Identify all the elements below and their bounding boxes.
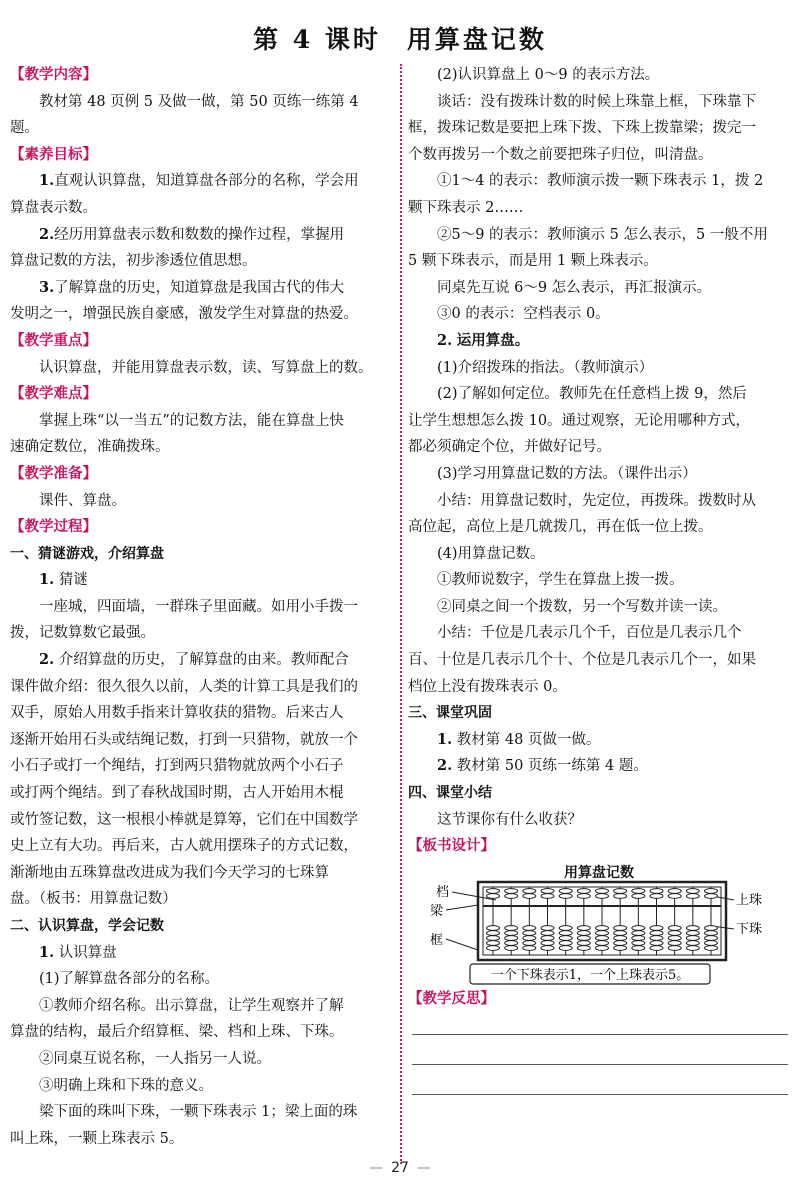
paragraph-line: 同桌先互说 6～9 怎么表示，再汇报演示。 — [437, 279, 712, 296]
lower-bead — [541, 930, 554, 935]
paragraph-line: 拨，记数算数它最强。 — [10, 625, 155, 642]
lower-bead — [668, 925, 681, 930]
lower-bead — [577, 925, 590, 930]
paragraph-line: ②同桌之间一个拨数，另一个写数并读一读。 — [437, 598, 727, 615]
goal-number: 2. — [39, 225, 55, 243]
lower-bead — [614, 930, 627, 935]
writing-line — [412, 1094, 788, 1095]
paragraph-line: 档位上没有拨珠表示 0。 — [408, 678, 567, 695]
lower-bead — [614, 935, 627, 940]
paragraph-line: 一座城，四面墙，一群珠子里面藏。如用小手拨一 — [39, 598, 358, 615]
process-heading-4: 四、课堂小结 — [408, 785, 492, 802]
lower-bead — [523, 925, 536, 930]
lower-bead — [650, 935, 663, 940]
lower-bead — [705, 930, 718, 935]
lesson-title — [0, 20, 800, 56]
step-text: 运用算盘。 — [456, 331, 530, 349]
process-heading-1: 一、猜谜游戏，介绍算盘 — [10, 545, 164, 562]
lower-bead — [559, 925, 572, 930]
paragraph-line: (1)了解算盘各部分的名称。 — [39, 971, 220, 988]
lower-bead — [632, 925, 645, 930]
lower-bead — [487, 940, 500, 945]
lower-bead — [541, 940, 554, 945]
paragraph-line: (3)学习用算盘记数的方法。（课件出示） — [437, 465, 697, 482]
step-1 — [10, 940, 392, 967]
step-text: 猜谜 — [58, 572, 88, 589]
paragraph-line: ①教师介绍名称。出示算盘，让学生观察并了解 — [39, 997, 344, 1014]
paragraph-line: 5 颗下珠表示，而是用 1 颗上珠表示。 — [408, 253, 658, 270]
upper-bead — [523, 893, 536, 898]
paragraph-line: 史上立有大功。再后来，古人就用摆珠子的方式记数， — [10, 838, 358, 855]
lower-bead — [487, 925, 500, 930]
paragraph-line: 都必须确定个位，并做好记号。 — [408, 439, 611, 456]
lower-bead — [686, 945, 699, 950]
lower-bead — [523, 930, 536, 935]
section-preparation: 【教学准备】 — [10, 464, 97, 482]
goal-2 — [10, 222, 392, 249]
abacus-diagram — [408, 860, 790, 986]
upper-bead — [705, 893, 718, 898]
board-caption: 一个下珠表示1，一个上珠表示5。 — [490, 967, 690, 983]
paragraph-line: 百、十位是几表示几个十、个位是几表示几个一，如果 — [408, 652, 756, 669]
upper-bead — [614, 893, 627, 898]
upper-bead — [650, 893, 663, 898]
page-number: — 27 — — [369, 1160, 431, 1176]
lower-bead — [541, 945, 554, 950]
upper-bead — [614, 888, 627, 893]
goal-number: 1. — [39, 172, 55, 190]
lower-bead — [559, 930, 572, 935]
board-title: 用算盘记数 — [564, 864, 634, 881]
goal-number: 3. — [39, 278, 55, 296]
lower-bead — [577, 930, 590, 935]
upper-bead — [686, 893, 699, 898]
paragraph-line: 小结：千位是几表示几个千，百位是几表示几个 — [437, 625, 742, 642]
step-number: 1. — [437, 730, 453, 748]
paragraph-line: 或竹签记数，这一根根小棒就是算筹，它们在中国数学 — [10, 811, 358, 828]
lower-bead — [559, 945, 572, 950]
upper-bead — [505, 893, 518, 898]
process-heading-3: 三、课堂巩固 — [408, 705, 492, 722]
lower-bead — [577, 940, 590, 945]
section-key-points: 【教学重点】 — [10, 331, 97, 349]
paragraph-line: 小石子或打一个绳结，打到两只猎物就放两个小石子 — [10, 758, 344, 775]
lower-bead — [487, 935, 500, 940]
writing-line — [412, 1034, 788, 1035]
lower-bead — [596, 925, 609, 930]
paragraph-line: ③明确上珠和下珠的意义。 — [39, 1077, 213, 1094]
pointer-line — [446, 905, 478, 910]
lower-bead — [614, 925, 627, 930]
lower-bead — [596, 935, 609, 940]
upper-bead — [577, 893, 590, 898]
right-column — [408, 62, 790, 1122]
step-1 — [408, 727, 790, 754]
lower-bead — [650, 940, 663, 945]
lower-bead — [505, 930, 518, 935]
paragraph-line: 算盘的结构，最后介绍算框、梁、档和上珠、下珠。 — [10, 1024, 344, 1041]
paragraph-line: 渐渐地由五珠算盘改进成为我们今天学习的七珠算 — [10, 864, 329, 881]
section-process: 【教学过程】 — [10, 518, 97, 536]
lower-bead — [541, 925, 554, 930]
paragraph-line: 算盘记数的方法，初步渗透位值思想。 — [10, 253, 257, 270]
lower-bead — [650, 925, 663, 930]
step-text: 介绍算盘的历史，了解算盘的由来。教师配合 — [58, 652, 349, 669]
lower-bead — [577, 945, 590, 950]
paragraph-line: 让学生想想怎么拨 10。通过观察，无论用哪种方式， — [408, 412, 751, 429]
label-shangzhu: 上珠 — [736, 892, 763, 908]
paragraph-line: 盘。（板书：用算盘记数） — [10, 891, 177, 908]
lower-bead — [686, 930, 699, 935]
step-number: 2. — [39, 651, 55, 669]
reflection-writing-lines — [408, 1012, 790, 1122]
lower-bead — [668, 930, 681, 935]
paragraph-line: 速确定数位，准确拨珠。 — [10, 439, 170, 456]
upper-bead — [686, 888, 699, 893]
label-dang: 档 — [436, 884, 450, 900]
paragraph-line: 这节课你有什么收获？ — [437, 811, 582, 828]
lower-bead — [686, 925, 699, 930]
lower-bead — [505, 925, 518, 930]
section-reflection: 【教学反思】 — [408, 989, 495, 1007]
section-teaching-content: 【教学内容】 — [10, 66, 97, 83]
lower-bead — [596, 940, 609, 945]
upper-bead — [668, 893, 681, 898]
lower-bead — [668, 945, 681, 950]
lower-bead — [632, 940, 645, 945]
lower-bead — [686, 940, 699, 945]
section-board-design: 【板书设计】 — [408, 837, 495, 855]
lower-bead — [577, 935, 590, 940]
paragraph-line: 教材第 48 页例 5 及做一做，第 50 页练一练第 4 — [39, 93, 359, 110]
lesson-number: 第 4 课时 — [253, 25, 381, 54]
lower-bead — [705, 935, 718, 940]
goal-3 — [10, 275, 392, 302]
paragraph-line: (2)了解如何定位。教师先在任意档上拨 9，然后 — [437, 386, 747, 403]
lower-bead — [650, 945, 663, 950]
abacus-rods — [487, 887, 718, 955]
lower-bead — [523, 935, 536, 940]
step-text: 教材第 48 页做一做。 — [456, 731, 601, 748]
goal-text: 了解算盘的历史，知道算盘是我国古代的伟大 — [54, 279, 345, 296]
paragraph-line: 小结：用算盘记数时，先定位，再拨珠。拨数时从 — [437, 492, 756, 509]
lower-bead — [614, 940, 627, 945]
left-column — [10, 62, 392, 1152]
column-divider — [400, 64, 402, 1164]
upper-bead — [596, 893, 609, 898]
upper-bead — [487, 893, 500, 898]
paragraph-line: ②5～9 的表示：教师演示 5 怎么表示，5 一般不用 — [437, 226, 768, 243]
paragraph-line: 框，拨珠记数是要把上珠下拨、下珠上拨靠梁；拨完一 — [408, 120, 756, 137]
upper-bead — [650, 888, 663, 893]
lower-bead — [523, 940, 536, 945]
paragraph-line: 认识算盘，并能用算盘表示数，读、写算盘上的数。 — [39, 359, 373, 376]
label-kuang: 框 — [430, 932, 444, 948]
upper-bead — [559, 888, 572, 893]
section-difficulties: 【教学难点】 — [10, 385, 97, 403]
upper-bead — [559, 893, 572, 898]
paragraph-line: 个数再拨另一个数之前要把珠子归位，叫清盘。 — [408, 146, 713, 163]
goal-1 — [10, 168, 392, 195]
lower-bead — [705, 925, 718, 930]
lower-bead — [559, 935, 572, 940]
paragraph-line: 课件、算盘。 — [39, 492, 126, 509]
lower-bead — [632, 935, 645, 940]
paragraph-line: 谈话：没有拨珠计数的时候上珠靠上框，下珠靠下 — [437, 93, 756, 110]
lower-bead — [632, 945, 645, 950]
lower-bead — [668, 940, 681, 945]
paragraph-line: ①1～4 的表示：教师演示拨一颗下珠表示 1，拨 2 — [437, 173, 764, 190]
step-number: 1. — [39, 571, 55, 589]
lower-bead — [596, 930, 609, 935]
upper-bead — [487, 888, 500, 893]
paragraph-line: (1)介绍拨珠的指法。（教师演示） — [437, 359, 654, 376]
paragraph-line: 或打两个绳结。到了春秋战国时期，古人开始用木棍 — [10, 785, 344, 802]
step-2 — [10, 647, 392, 674]
step-2 — [408, 328, 790, 355]
upper-bead — [632, 888, 645, 893]
paragraph-line: 掌握上珠“以一当五”的记数方法，能在算盘上快 — [39, 412, 344, 429]
upper-bead — [632, 893, 645, 898]
label-xiazhu: 下珠 — [736, 921, 763, 937]
lesson-name: 用算盘记数 — [406, 25, 547, 54]
upper-bead — [577, 888, 590, 893]
paragraph-line: 逐渐开始用石头或结绳记数，打到一只猎物，就放一个 — [10, 731, 358, 748]
label-liang: 梁 — [430, 903, 444, 919]
lower-bead — [668, 935, 681, 940]
lower-bead — [505, 945, 518, 950]
paragraph-line: 双手，原始人用数手指来计算收获的猎物。后来古人 — [10, 705, 344, 722]
lower-bead — [523, 945, 536, 950]
step-number: 2. — [437, 757, 453, 775]
upper-bead — [505, 888, 518, 893]
lower-bead — [614, 945, 627, 950]
lower-bead — [650, 930, 663, 935]
lower-bead — [505, 940, 518, 945]
goal-text: 经历用算盘表示数和数数的操作过程，掌握用 — [54, 226, 345, 243]
paragraph-line: ③0 的表示：空档表示 0。 — [437, 306, 610, 323]
pointer-line — [446, 939, 478, 950]
paragraph-line: 叫上珠，一颗上珠表示 5。 — [10, 1130, 184, 1147]
step-number: 1. — [39, 943, 55, 961]
board-design-diagram — [408, 860, 790, 986]
lower-bead — [596, 945, 609, 950]
step-text: 认识算盘 — [58, 944, 117, 961]
paragraph-line: ②同桌互说名称，一人指另一人说。 — [39, 1050, 271, 1067]
writing-line — [412, 1064, 788, 1065]
step-text: 教材第 50 页练一练第 4 题。 — [456, 758, 648, 775]
paragraph-line: 颗下珠表示 2…… — [408, 199, 524, 216]
paragraph-line: 课件做介绍：很久很久以前，人类的计算工具是我们的 — [10, 678, 358, 695]
upper-bead — [668, 888, 681, 893]
paragraph-line: ①教师说数字，学生在算盘上拨一拨。 — [437, 572, 684, 589]
upper-bead — [523, 888, 536, 893]
page-number-value: 27 — [391, 1160, 409, 1176]
step-2 — [408, 753, 790, 780]
lower-bead — [487, 945, 500, 950]
paragraph-line: 算盘表示数。 — [10, 199, 97, 216]
step-number: 2. — [437, 331, 453, 349]
lower-bead — [559, 940, 572, 945]
lower-bead — [705, 940, 718, 945]
upper-bead — [541, 893, 554, 898]
upper-bead — [705, 888, 718, 893]
lower-bead — [487, 930, 500, 935]
lower-bead — [705, 945, 718, 950]
goal-text: 直观认识算盘，知道算盘各部分的名称，学会用 — [54, 173, 359, 190]
paragraph-line: 题。 — [10, 120, 39, 137]
step-1 — [10, 567, 392, 594]
upper-bead — [596, 888, 609, 893]
section-literacy-goals: 【素养目标】 — [10, 145, 97, 163]
paragraph-line: 梁下面的珠叫下珠，一颗下珠表示 1；梁上面的珠 — [39, 1104, 358, 1121]
paragraph-line: 高位起，高位上是几就拨几，再在低一位上拨。 — [408, 519, 713, 536]
lower-bead — [632, 930, 645, 935]
lower-bead — [686, 935, 699, 940]
paragraph-line: 发明之一，增强民族自豪感，激发学生对算盘的热爱。 — [10, 306, 358, 323]
lower-bead — [505, 935, 518, 940]
paragraph-line: (4)用算盘记数。 — [437, 545, 545, 562]
process-heading-2: 二、认识算盘，学会记数 — [10, 918, 164, 934]
lower-bead — [541, 935, 554, 940]
paragraph-line: (2)认识算盘上 0～9 的表示方法。 — [437, 67, 660, 83]
upper-bead — [541, 888, 554, 893]
